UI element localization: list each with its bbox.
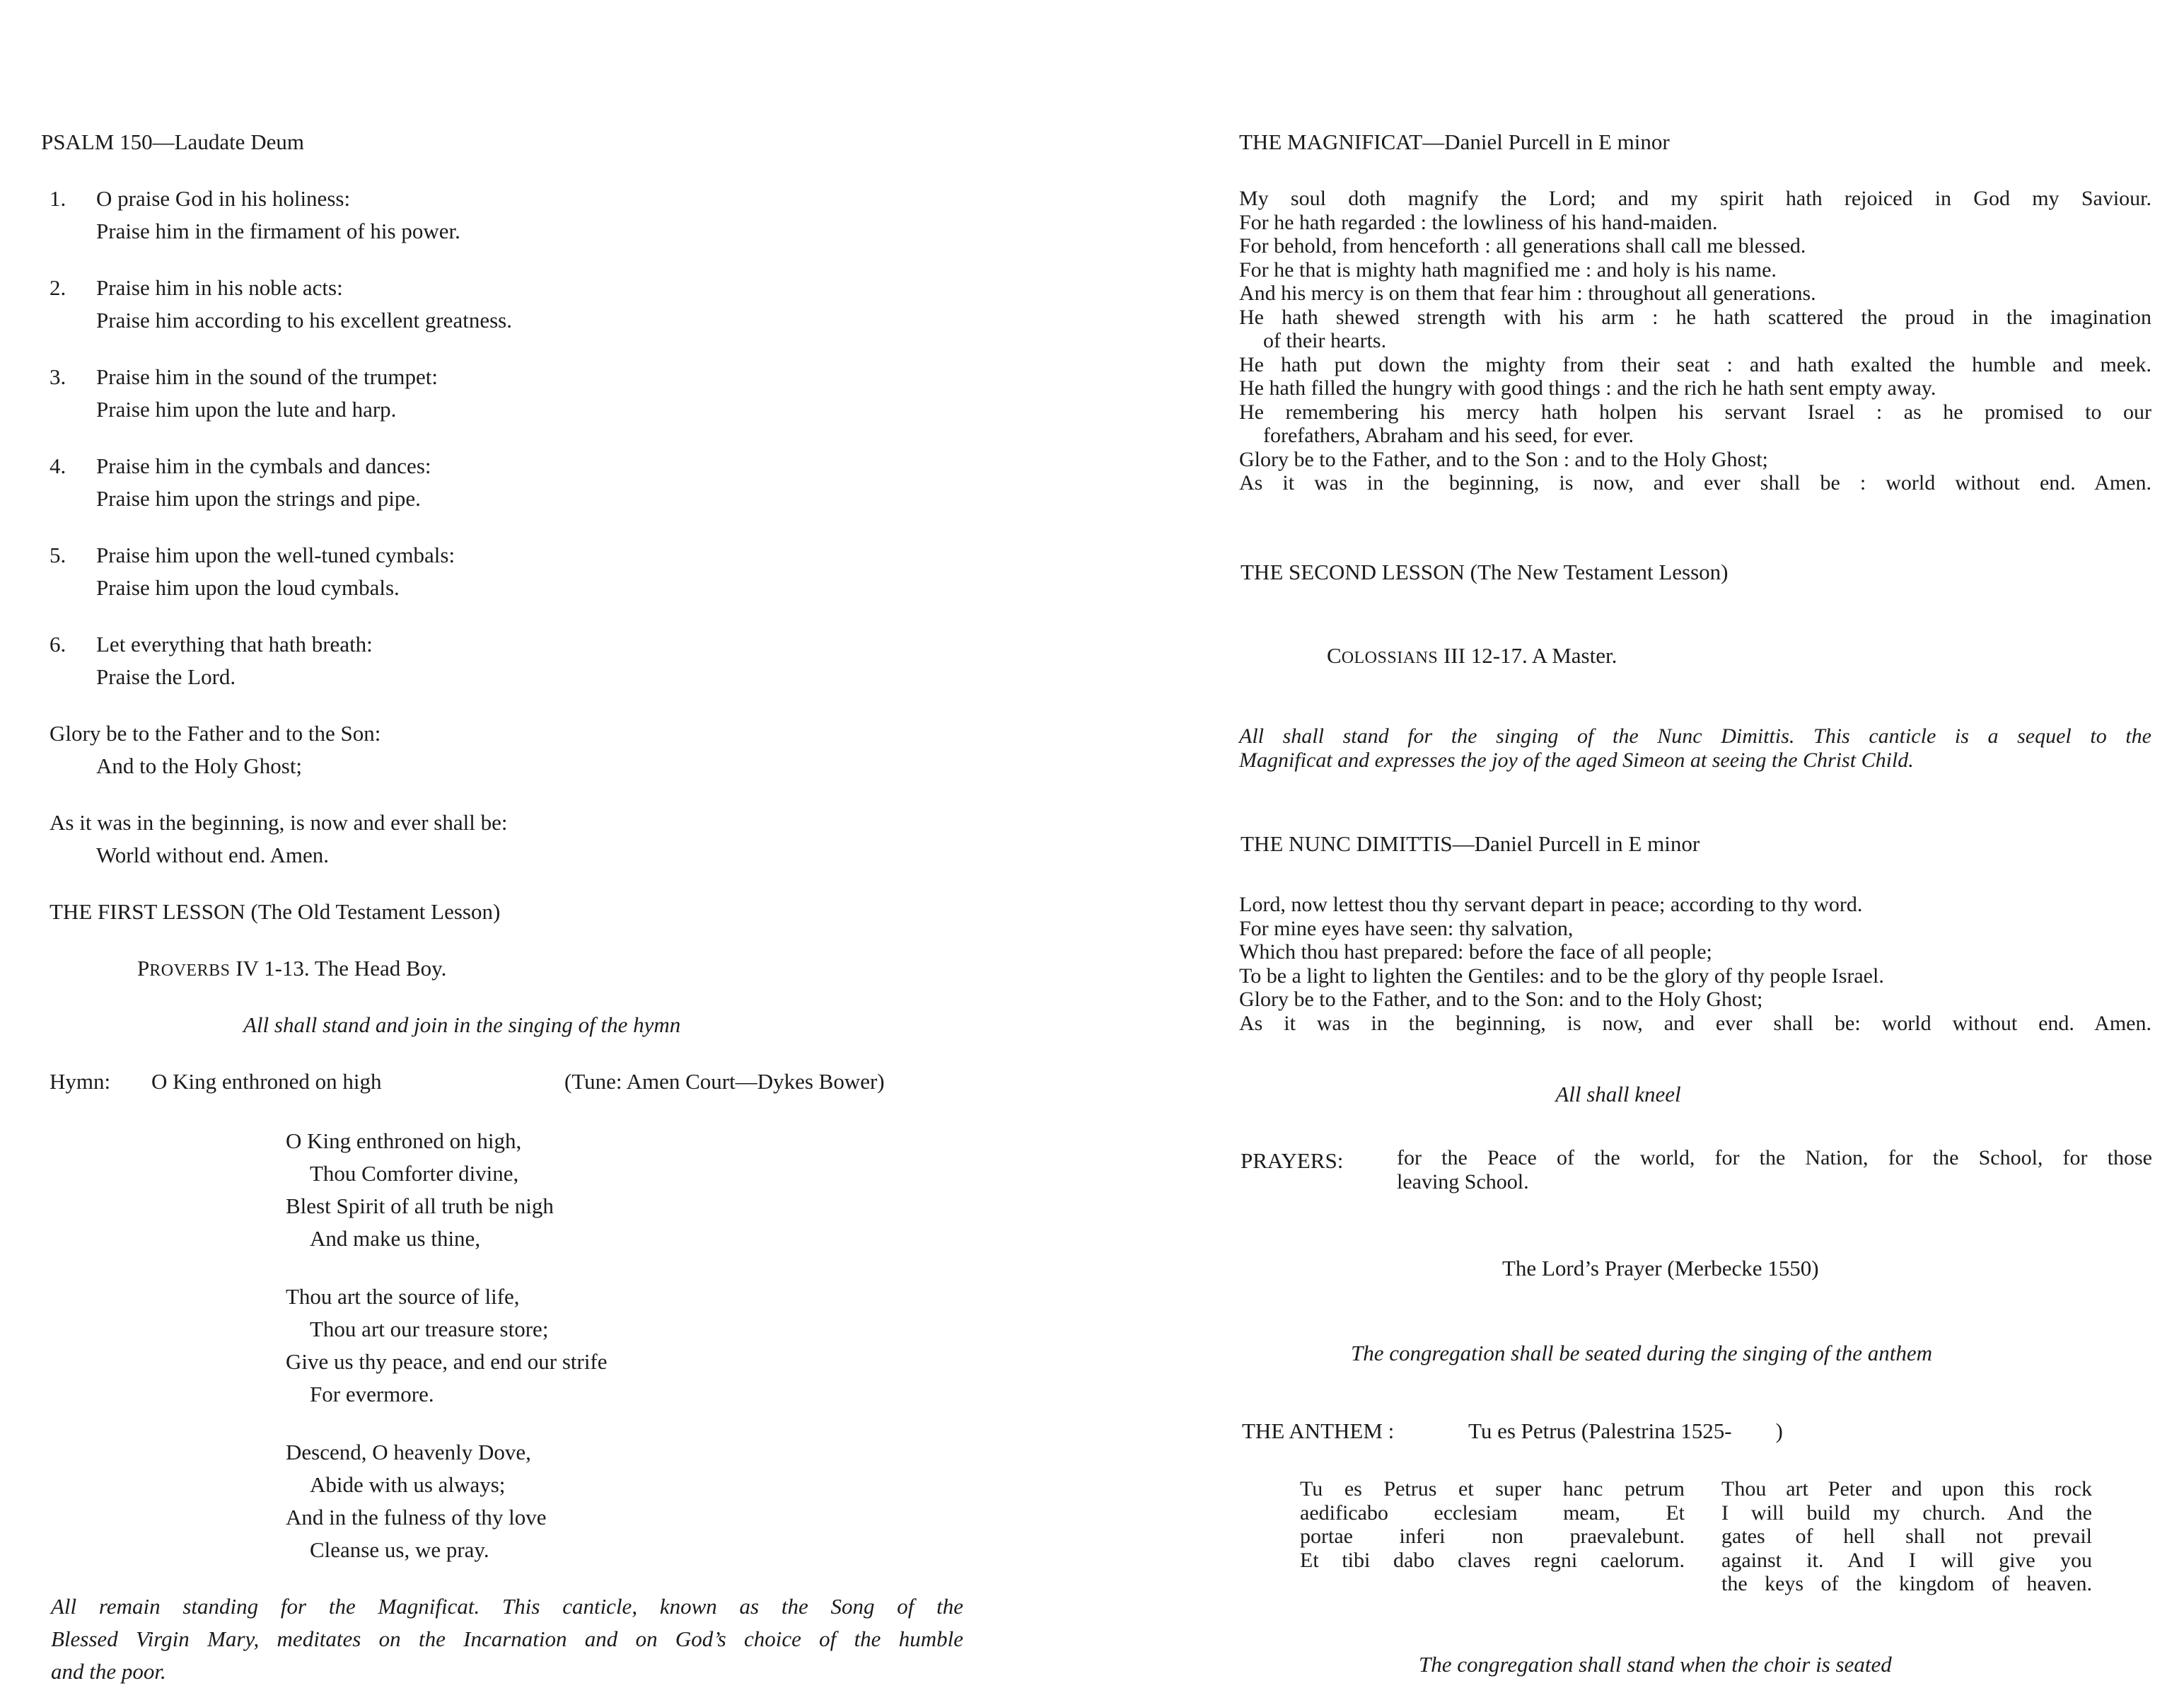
prayers-line: leaving School. <box>1397 1169 1529 1193</box>
verse-number: 6. <box>50 632 66 657</box>
verse-number: 3. <box>50 364 66 389</box>
hymn-tune: (Tune: Amen Court—Dykes Bower) <box>564 1069 885 1094</box>
canticle-line: And his mercy is on them that fear him : throughout all generations. <box>1239 282 1816 305</box>
verse-number: 2. <box>50 275 66 300</box>
hymn-stanza <box>286 1281 608 1411</box>
second-lesson-reference <box>1327 642 1617 670</box>
hymn-line: Thou Comforter divine, <box>310 1161 519 1186</box>
right-page <box>1092 0 2184 1687</box>
anthem-line: against it. And I will give you <box>1721 1548 2092 1572</box>
canticle-line: For he hath regarded : the lowliness of his hand-maiden. <box>1239 210 1718 234</box>
canticle-line: Which thou hast prepared: before the face of all people; <box>1239 940 1712 964</box>
magnificat-text <box>1239 187 2151 495</box>
note-line: All shall stand for the singing of the Nunc Dimittis. This canticle is a sequel to the <box>1239 724 2151 748</box>
ref-book-smallcaps: ROVERBS <box>149 961 231 980</box>
ref-book-smallcaps: OLOSSIANS <box>1341 649 1439 667</box>
prayers-line: for the Peace of the world, for the Nation, for the School, for those <box>1397 1146 2152 1169</box>
canticle-line: Lord, now lettest thou thy servant depart in peace; according to thy word. <box>1239 893 1863 916</box>
hymn-title: O King enthroned on high <box>151 1069 382 1094</box>
psalm-title: PSALM 150—Laudate Deum <box>41 129 304 154</box>
canticle-line: forefathers, Abraham and his seed, for ever. <box>1263 424 1634 447</box>
note-line: Blessed Virgin Mary, meditates on the Incarnation and on God’s choice of the humble <box>51 1626 963 1651</box>
magnificat-note <box>51 1590 963 1688</box>
verse-line: Praise him in the firmament of his power. <box>96 219 460 243</box>
hymn-label: Hymn: <box>50 1069 111 1094</box>
stand-instruction: The congregation shall stand when the choir is seated <box>1419 1652 1892 1677</box>
verse-line: Praise him upon the lute and harp. <box>96 397 397 422</box>
ref-initial: P <box>137 956 150 981</box>
note-line: and the poor. <box>51 1659 166 1684</box>
second-lesson-title: THE SECOND LESSON (The New Testament Lesson) <box>1241 560 1729 584</box>
canticle-line: As it was in the beginning, is now, and ever shall be: world without end. Amen. <box>1239 1011 2151 1035</box>
note-line: All remain standing for the Magnificat. This canticle, known as the Song of the <box>51 1594 963 1619</box>
verse-line: Let everything that hath breath: <box>96 632 373 657</box>
hymn-stanza <box>286 1436 547 1566</box>
verse-line: Praise him in his noble acts: <box>96 275 343 300</box>
ref-text: III 12-17. A Master. <box>1443 643 1617 668</box>
prayers-text <box>1397 1146 2152 1193</box>
hymn-line: For evermore. <box>310 1382 434 1406</box>
first-lesson-reference <box>137 955 446 983</box>
canticle-line: Glory be to the Father, and to the Son : and to the Holy Ghost; <box>1239 447 1768 471</box>
gloria-line: As it was in the beginning, is now and ever shall be: <box>50 810 508 835</box>
canticle-line: He remembering his mercy hath holpen his servant Israel : as he promised to our <box>1239 400 2151 424</box>
canticle-line: of their hearts. <box>1263 329 1387 352</box>
hymn-line: Descend, O heavenly Dove, <box>286 1440 531 1464</box>
verse-line: Praise him upon the well-tuned cymbals: <box>96 543 455 567</box>
canticle-line: He hath put down the mighty from their seat : and hath exalted the humble and meek. <box>1239 352 2151 376</box>
gloria-line: And to the Holy Ghost; <box>96 753 303 778</box>
gloria-line: World without end. Amen. <box>96 843 329 867</box>
canticle-line: As it was in the beginning, is now, and ever shall be : world without end. Amen. <box>1239 471 2151 495</box>
anthem-title: Tu es Petrus (Palestrina 1525- ) <box>1468 1418 1783 1443</box>
magnificat-title: THE MAGNIFICAT—Daniel Purcell in E minor <box>1239 129 1670 154</box>
hymn-line: Thou art our treasure store; <box>310 1317 549 1341</box>
canticle-line: Glory be to the Father, and to the Son: and to the Holy Ghost; <box>1239 988 1763 1011</box>
verse-line: Praise the Lord. <box>96 664 236 689</box>
hymn-line: And in the fulness of thy love <box>286 1505 547 1530</box>
canticle-line: For behold, from henceforth : all generations shall call me blessed. <box>1239 234 1806 258</box>
ref-text: IV 1-13. The Head Boy. <box>236 956 447 981</box>
hymn-line: And make us thine, <box>310 1226 481 1251</box>
verse-line: Praise him upon the loud cymbals. <box>96 575 400 600</box>
canticle-line: He hath shewed strength with his arm : he hath scattered the proud in the imagination <box>1239 305 2151 329</box>
prayers-label: PRAYERS: <box>1241 1148 1344 1173</box>
hymn-instruction: All shall stand and join in the singing of the hymn <box>243 1012 681 1037</box>
verse-number: 5. <box>50 543 66 567</box>
verse-number: 1. <box>50 186 66 211</box>
first-lesson-title: THE FIRST LESSON (The Old Testament Lesson) <box>50 899 501 924</box>
verse-number: 4. <box>50 453 66 478</box>
verse-line: O praise God in his holiness: <box>96 186 351 211</box>
gloria-line: Glory be to the Father and to the Son: <box>50 721 381 746</box>
nunc-title: THE NUNC DIMITTIS—Daniel Purcell in E minor <box>1241 831 1700 856</box>
hymn-line: Give us thy peace, and end our strife <box>286 1349 608 1374</box>
nunc-text <box>1239 893 2151 1035</box>
verse-line: Praise him upon the strings and pipe. <box>96 486 421 511</box>
hymn-line: Thou art the source of life, <box>286 1284 520 1309</box>
left-page <box>0 0 1092 1687</box>
anthem-line: Thou art Peter and upon this rock <box>1721 1477 2092 1501</box>
anthem-line: I will build my church. And the <box>1721 1501 2092 1525</box>
nunc-note <box>1239 724 2151 772</box>
hymn-line: Abide with us always; <box>310 1472 506 1497</box>
seated-instruction: The congregation shall be seated during the singing of the anthem <box>1351 1341 1932 1365</box>
anthem-latin <box>1300 1477 1685 1572</box>
hymn-line: Blest Spirit of all truth be nigh <box>286 1193 554 1218</box>
verse-line: Praise him according to his excellent greatness. <box>96 308 512 333</box>
ref-initial: C <box>1327 643 1342 668</box>
verse-line: Praise him in the cymbals and dances: <box>96 453 431 478</box>
lords-prayer: The Lord’s Prayer (Merbecke 1550) <box>1502 1256 1819 1281</box>
canticle-line: My soul doth magnify the Lord; and my spirit hath rejoiced in God my Saviour. <box>1239 187 2151 210</box>
anthem-line: aedificabo ecclesiam meam, Et <box>1300 1501 1685 1525</box>
kneel-text: All shall kneel <box>1555 1082 1681 1106</box>
anthem-english <box>1721 1477 2092 1596</box>
canticle-line: To be a light to lighten the Gentiles: and to be the glory of thy people Israel. <box>1239 964 1884 988</box>
anthem-line: Et tibi dabo claves regni caelorum. <box>1300 1548 1685 1572</box>
anthem-line: portae inferi non praevalebunt. <box>1300 1525 1685 1548</box>
anthem-line: gates of hell shall not prevail <box>1721 1525 2092 1548</box>
anthem-label: THE ANTHEM : <box>1242 1418 1395 1443</box>
verse-line: Praise him in the sound of the trumpet: <box>96 364 438 389</box>
note-line: Magnificat and expresses the joy of the aged Simeon at seeing the Christ Child. <box>1239 748 1914 772</box>
hymn-line: O King enthroned on high, <box>286 1128 522 1153</box>
anthem-line: Tu es Petrus et super hanc petrum <box>1300 1477 1685 1501</box>
hymn-line: Cleanse us, we pray. <box>310 1537 489 1562</box>
canticle-line: For he that is mighty hath magnified me : and holy is his name. <box>1239 258 1777 282</box>
anthem-line: the keys of the kingdom of heaven. <box>1721 1572 2092 1595</box>
hymn-stanza <box>286 1125 554 1255</box>
canticle-line: He hath filled the hungry with good things : and the rich he hath sent empty away. <box>1239 376 1936 400</box>
canticle-line: For mine eyes have seen: thy salvation, <box>1239 916 1574 940</box>
